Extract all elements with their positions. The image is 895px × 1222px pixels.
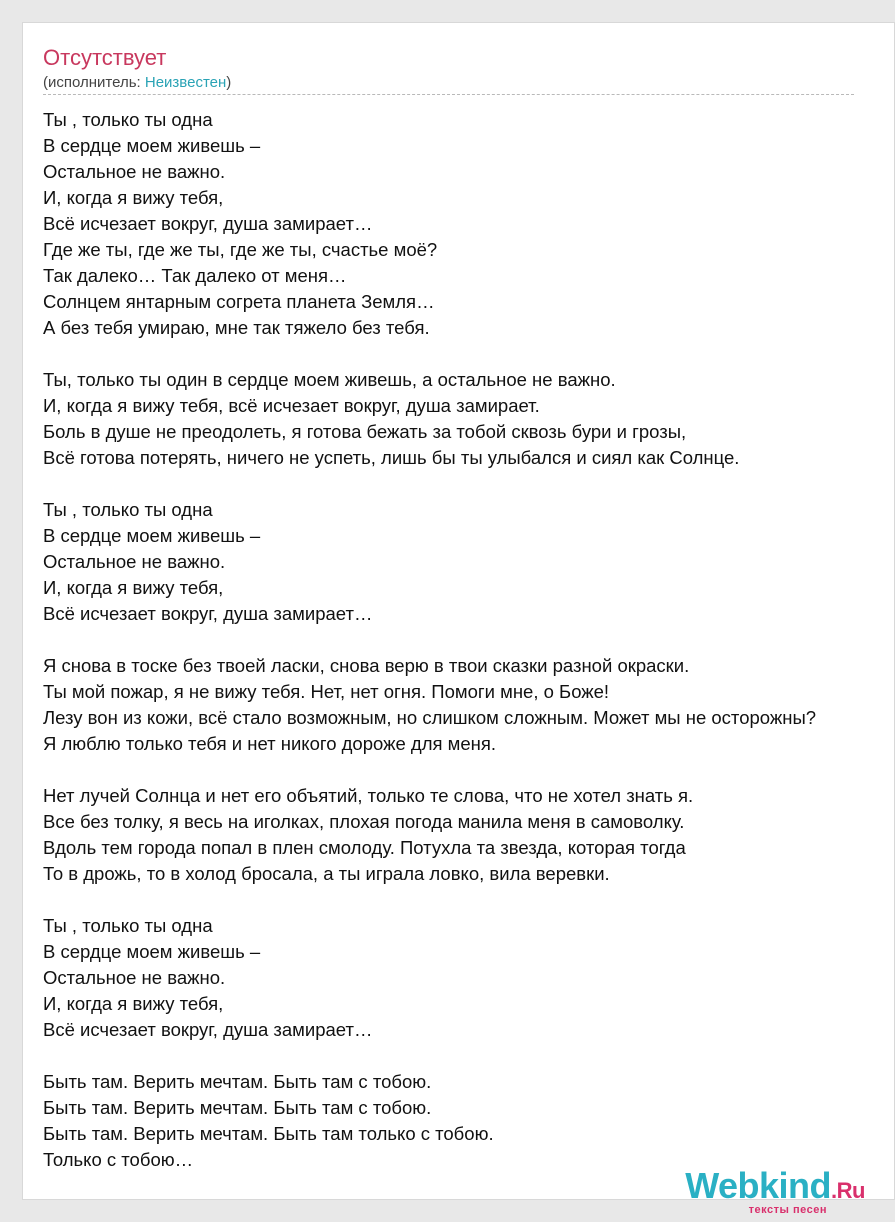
- lyric-line: Остальное не важно.: [43, 161, 226, 182]
- lyric-line: Нет лучей Солнца и нет его объятий, только те слова, что не хотел знать я.: [43, 785, 694, 806]
- title-divider: [43, 94, 854, 95]
- lyric-line: Все без толку, я весь на иголках, плохая погода манила меня в самоволку.: [43, 811, 685, 832]
- stanza-break: [43, 887, 895, 913]
- logo-ru: .Ru: [831, 1178, 865, 1203]
- lyric-line: И, когда я вижу тебя,: [43, 187, 224, 208]
- lyric-line: И, когда я вижу тебя, всё исчезает вокруг, душа замирает.: [43, 395, 540, 416]
- lyric-line: В сердце моем живешь –: [43, 525, 261, 546]
- lyrics-text: [43, 107, 895, 1173]
- artist-suffix: ): [226, 74, 232, 91]
- lyric-line: Ты , только ты одна: [43, 915, 213, 936]
- lyric-line: Я люблю только тебя и нет никого дороже для меня.: [43, 733, 497, 754]
- lyric-line: Ты , только ты одна: [43, 109, 213, 130]
- lyric-line: Ты мой пожар, я не вижу тебя. Нет, нет огня. Помоги мне, о Боже!: [43, 681, 610, 702]
- stanza-break: [43, 1043, 895, 1069]
- lyric-line: Боль в душе не преодолеть, я готова бежать за тобой сквозь бури и грозы,: [43, 421, 687, 442]
- lyric-line: Всё исчезает вокруг, душа замирает…: [43, 603, 373, 624]
- lyric-line: В сердце моем живешь –: [43, 941, 261, 962]
- lyric-line: Ты, только ты один в сердце моем живешь, а остальное не важно.: [43, 369, 616, 390]
- logo-web: Web: [685, 1165, 760, 1206]
- lyric-line: Остальное не важно.: [43, 551, 226, 572]
- lyric-line: Всё исчезает вокруг, душа замирает…: [43, 1019, 373, 1040]
- lyric-line: Ты , только ты одна: [43, 499, 213, 520]
- lyric-line: Быть там. Верить мечтам. Быть там с тобою.: [43, 1071, 432, 1092]
- lyric-line: Солнцем янтарным согрета планета Земля…: [43, 291, 435, 312]
- lyric-line: В сердце моем живешь –: [43, 135, 261, 156]
- lyric-line: А без тебя умираю, мне так тяжело без тебя.: [43, 317, 430, 338]
- artist-link[interactable]: Неизвестен: [144, 74, 227, 91]
- stanza-break: [43, 471, 895, 497]
- lyric-line: Где же ты, где же ты, где же ты, счастье моё?: [43, 239, 438, 260]
- stanza-break: [43, 627, 895, 653]
- artist-prefix: (исполнитель:: [43, 74, 145, 91]
- stanza-break: [43, 757, 895, 783]
- logo-tagline: тексты песен: [748, 1204, 827, 1216]
- lyric-line: То в дрожь, то в холод бросала, а ты играла ловко, вила веревки.: [43, 863, 610, 884]
- lyric-line: Быть там. Верить мечтам. Быть там только с тобою.: [43, 1123, 494, 1144]
- lyric-line: И, когда я вижу тебя,: [43, 993, 224, 1014]
- lyric-line: Я снова в тоске без твоей ласки, снова верю в твои сказки разной окраски.: [43, 655, 690, 676]
- site-logo[interactable]: [685, 1166, 865, 1216]
- lyric-line: Вдоль тем города попал в плен смолоду. Потухла та звезда, которая тогда: [43, 837, 686, 858]
- lyric-line: Быть там. Верить мечтам. Быть там с тобою.: [43, 1097, 432, 1118]
- lyric-line: Только с тобою…: [43, 1149, 194, 1170]
- logo-kind: kind: [759, 1165, 832, 1206]
- lyric-line: Так далеко… Так далеко от меня…: [43, 265, 347, 286]
- stanza-break: [43, 341, 895, 367]
- lyrics-card: [22, 22, 895, 1200]
- lyric-line: Лезу вон из кожи, всё стало возможным, но слишком сложным. Может мы не осторожны?: [43, 707, 817, 728]
- lyric-line: Всё исчезает вокруг, душа замирает…: [43, 213, 373, 234]
- lyric-line: Всё готова потерять, ничего не успеть, лишь бы ты улыбался и сиял как Солнце.: [43, 447, 740, 468]
- song-title: Отсутствует: [43, 45, 167, 70]
- lyric-line: И, когда я вижу тебя,: [43, 577, 224, 598]
- lyric-line: Остальное не важно.: [43, 967, 226, 988]
- artist-line: [43, 74, 231, 92]
